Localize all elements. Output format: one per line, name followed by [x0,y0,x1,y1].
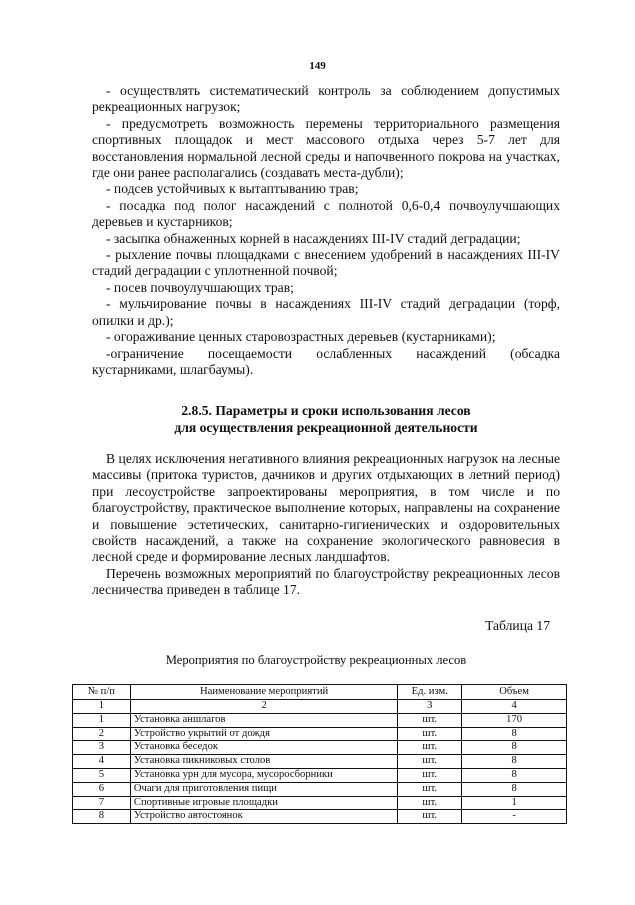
measure-volume: - [462,810,567,824]
measure-unit: шт. [398,713,462,727]
measure-unit: шт. [398,741,462,755]
table-row [73,741,567,755]
measure-volume: 8 [462,755,567,769]
measure-volume: 8 [462,782,567,796]
index-cell: 2 [130,700,397,714]
table-row [73,768,567,782]
bullet-item: - предусмотреть возможность перемены территориального размещения спортивных площадок и мест массового отдыха через 5-7 лет для восстановления нормальной лесной среды и напочвенного покрова на участках, где они ранее располагались (создавать места-дубли); [92,115,560,181]
row-number: 8 [73,810,131,824]
row-number: 7 [73,796,131,810]
section-heading-line: 2.8.5. Параметры и сроки использования лесов [181,403,471,418]
measure-name: Установка урн для мусора, мусоросборники [130,768,397,782]
row-number: 1 [73,713,131,727]
table-row [73,796,567,810]
row-number: 4 [73,755,131,769]
bullet-item: -ограничение посещаемости ослабленных насаждений (обсадка кустарниками, шлагбаумы). [92,345,560,377]
table-row [73,727,567,741]
measure-volume: 8 [462,768,567,782]
measure-name: Установка беседок [130,741,397,755]
table-row [73,713,567,727]
table-header-row [73,685,567,700]
paragraph: Перечень возможных мероприятий по благоустройству рекреационных лесов лесничества приведен в таблице 17. [92,565,560,598]
bullet-item: - рыхление почвы площадками с внесением удобрений в насаждениях III-IV стадий деградации с уплотненной почвой; [92,247,560,279]
body-text [92,451,560,599]
table-caption: Мероприятия по благоустройству рекреационных лесов [165,653,467,667]
page-number: 149 [309,60,326,72]
table-row [73,810,567,824]
section-heading-line: для осуществления рекреационной деятельности [174,419,478,435]
bullet-item: - подсев устойчивых к вытаптыванию трав; [106,181,359,197]
measure-unit: шт. [398,768,462,782]
index-cell: 4 [462,700,567,714]
bullet-item: - засыпка обнаженных корней в насаждениях III-IV стадий деградации; [106,230,521,246]
measure-unit: шт. [398,810,462,824]
bullet-item: - посев почвоулучшающих трав; [106,279,294,295]
row-number: 3 [73,741,131,755]
bullet-item: - мульчирование почвы в насаждениях III-IV стадий деградации (торф, опилки и др.); [92,296,560,328]
measure-unit: шт. [398,727,462,741]
row-number: 5 [73,768,131,782]
bullet-item: - посадка под полог насаждений с полнотой 0,6-0,4 почвоулучшающих деревьев и кустарников; [92,197,560,230]
measure-name: Спортивные игровые площадки [130,796,397,810]
measure-unit: шт. [398,796,462,810]
measure-unit: шт. [398,782,462,796]
header-cell: Наименование мероприятий [130,685,397,700]
measure-unit: шт. [398,755,462,769]
measure-volume: 8 [462,741,567,755]
measure-name: Установка пикниковых столов [130,755,397,769]
measure-volume: 1 [462,796,567,810]
table-row [73,755,567,769]
paragraph: В целях исключения негативного влияния рекреационных нагрузок на лесные массивы (притока туристов, дачников и других отдыхающих в летний период) при лесоустройстве запроектированы мероприятия, в том числе и по благоустройству, практическое выполнение которых, направлены на сохранение и повышение эстетических, санитарно-гигиенических и оздоровительных свойств насаждений, а также на сохранение экологического равновесия в лесной среде и формирование лесных ландшафтов. [92,451,560,565]
table-label: Таблица 17 [485,618,550,633]
header-cell: Ед. изм. [398,685,462,700]
table-index-row [73,700,567,714]
row-number: 2 [73,727,131,741]
measure-name: Очаги для приготовления пищи [130,782,397,796]
bullet-item: - огораживание ценных старовозрастных деревьев (кустарниками); [106,329,496,345]
measures-table [72,684,567,824]
table-row [73,782,567,796]
index-cell: 1 [73,700,131,714]
bullet-item: - осуществлять систематический контроль за соблюдением допустимых рекреационных нагрузок; [92,83,560,115]
measure-name: Устройство укрытий от дождя [130,727,397,741]
index-cell: 3 [398,700,462,714]
header-cell: Объем [462,685,567,700]
section-heading [92,403,560,436]
measure-volume: 170 [462,713,567,727]
row-number: 6 [73,782,131,796]
measure-name: Установка аншлагов [130,713,397,727]
header-cell: № п/п [73,685,131,700]
bullet-list [92,83,560,378]
measure-name: Устройство автостоянок [130,810,397,824]
measure-volume: 8 [462,727,567,741]
